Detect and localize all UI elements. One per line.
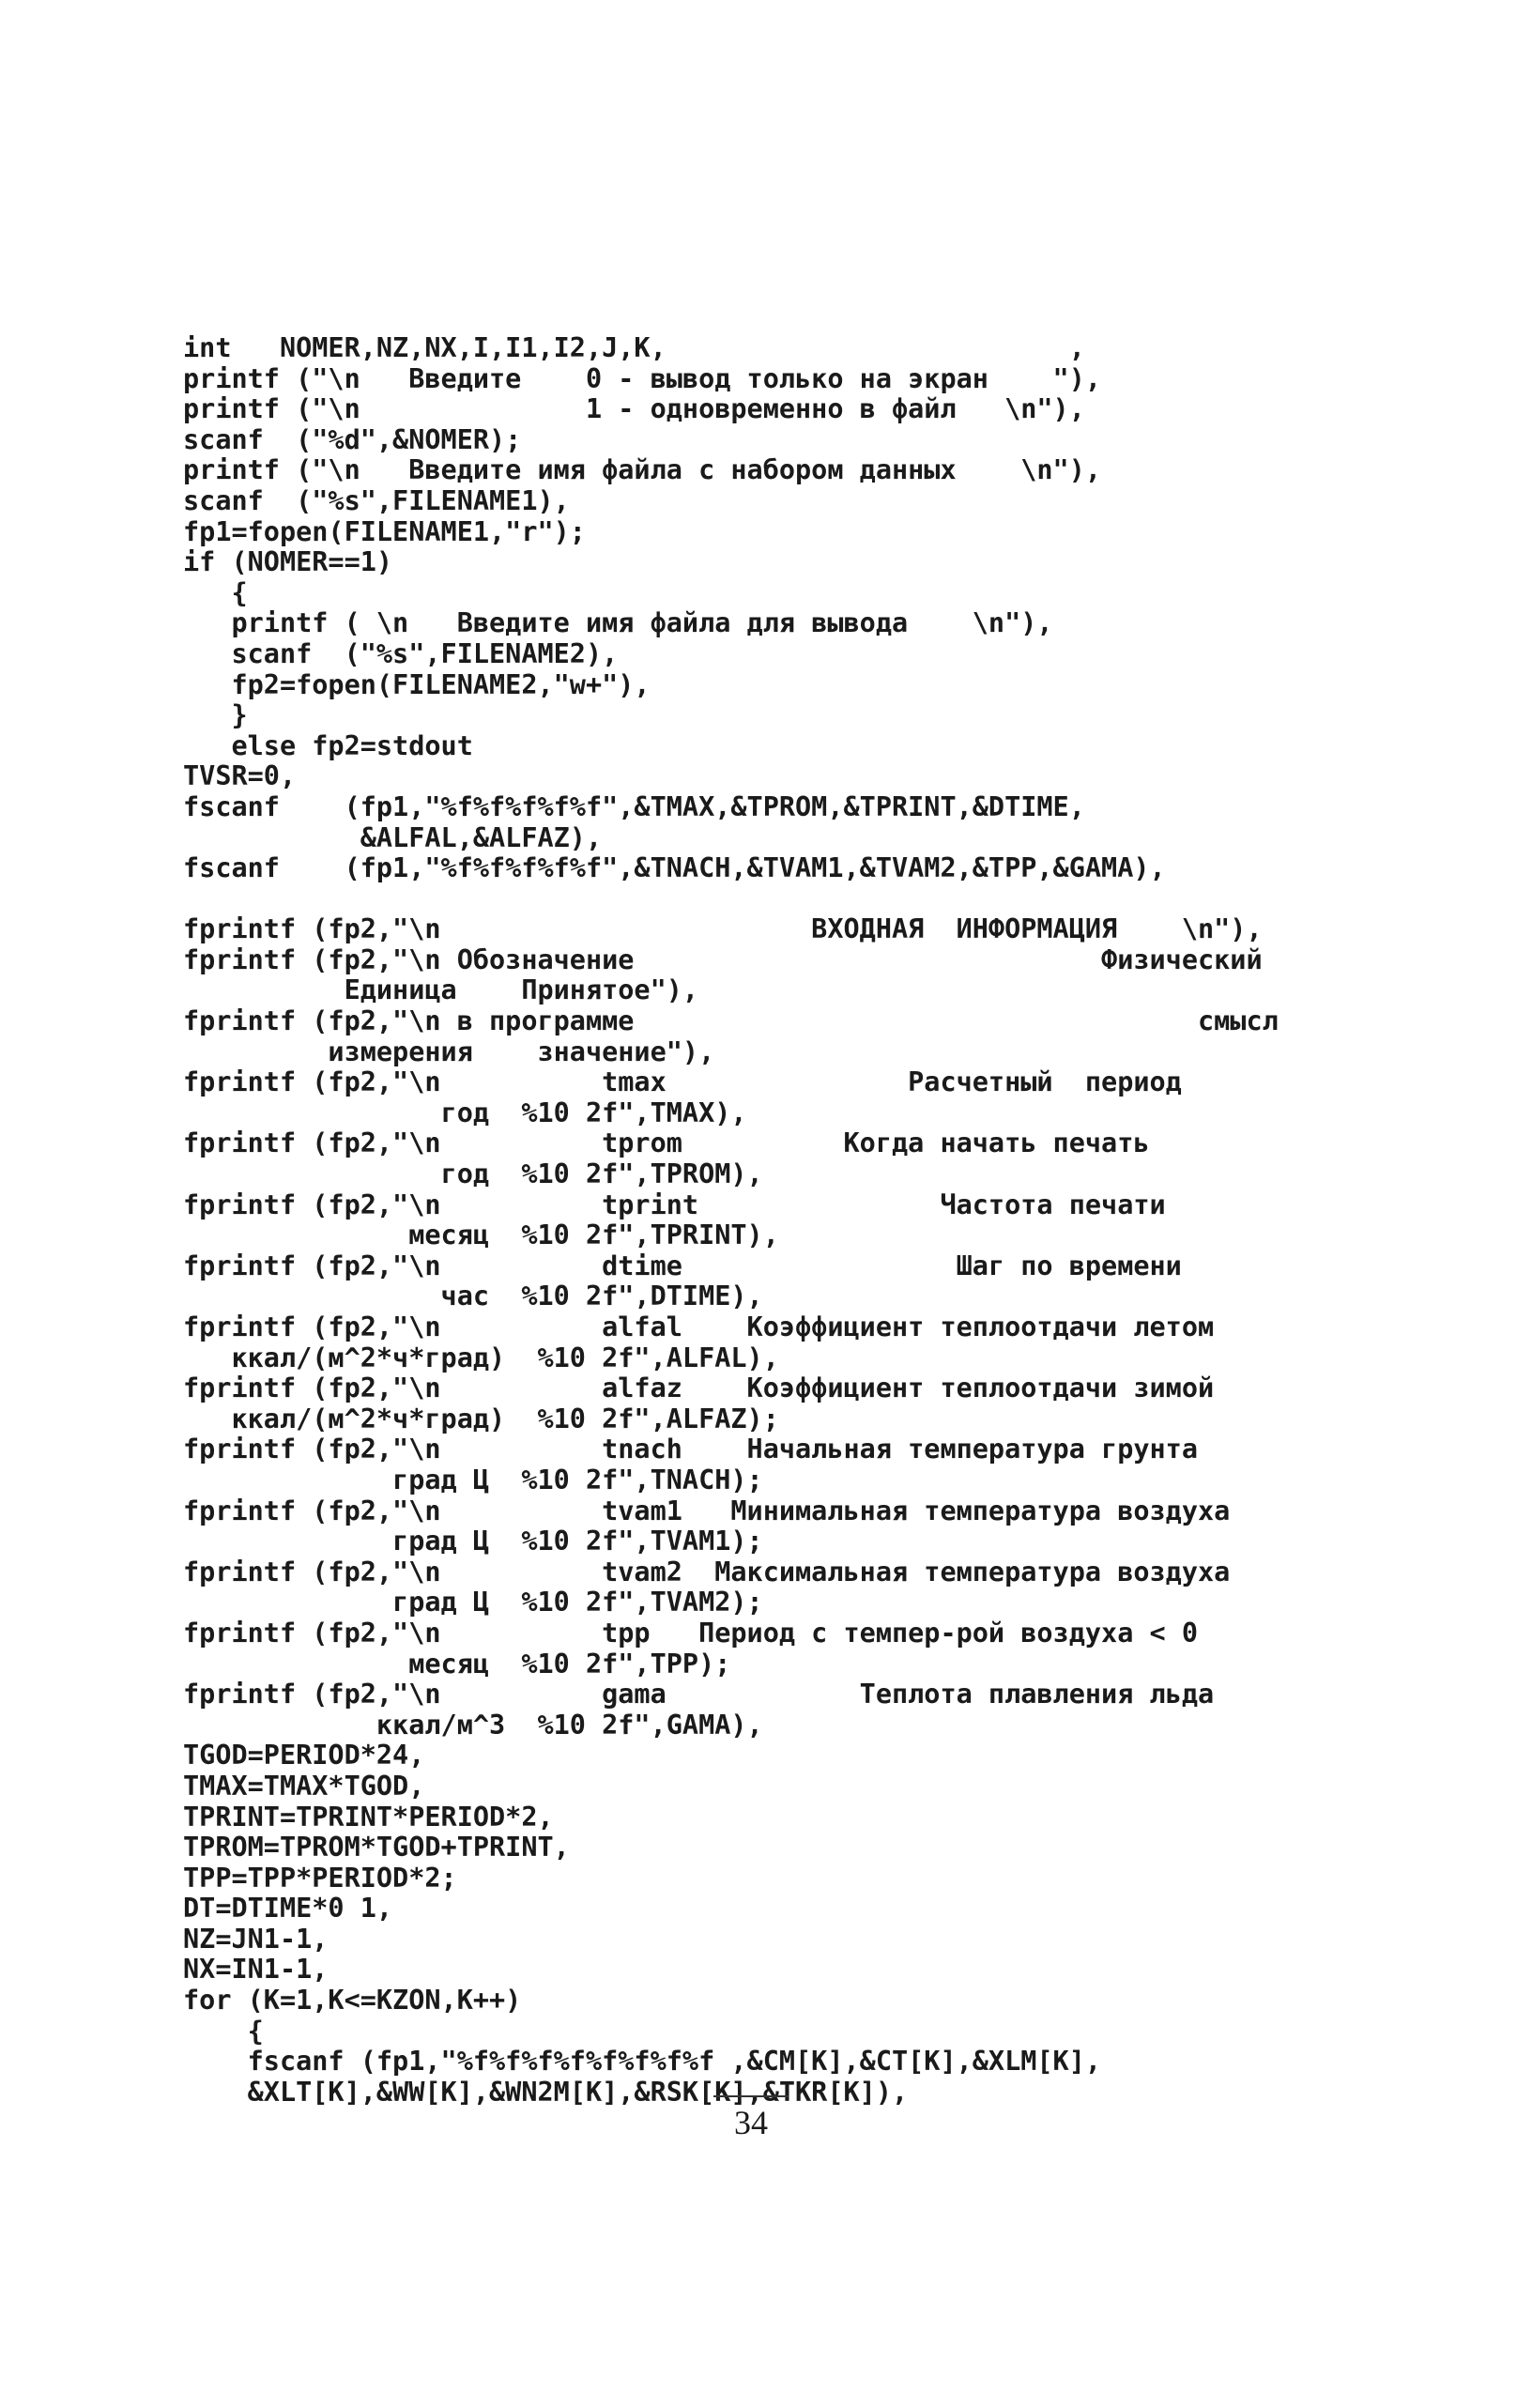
code-line: fprintf (fp2,"\n tprint Частота печати	[183, 1189, 1166, 1220]
code-line: TPROM=TPROM*TGOD+TPRINT,	[183, 1832, 570, 1864]
code-line: град Ц %10 2f",TVAM1);	[183, 1526, 763, 1557]
code-line: for (K=1,K<=KZON,K++)	[183, 1985, 522, 2017]
code-line: fscanf (fp1,"%f%f%f%f%f%f%f%f ,&CM[K],&CT[K],&XLM[K],	[183, 2046, 1102, 2078]
code-line: TPRINT=TPRINT*PERIOD*2,	[183, 1801, 554, 1833]
code-line: TMAX=TMAX*TGOD,	[183, 1770, 425, 1802]
code-line: printf ("\n 1 - одновременно в файл \n"),	[183, 393, 1085, 425]
code-line: fp1=fopen(FILENAME1,"r");	[183, 515, 586, 547]
code-line: fprintf (fp2,"\n в программе смысл	[183, 1005, 1279, 1037]
code-line: ккал/м^3 %10 2f",GAMA),	[183, 1709, 763, 1741]
code-line: fprintf (fp2,"\n tnach Начальная температура грунта	[183, 1434, 1198, 1465]
code-line: {	[183, 2015, 264, 2047]
code-line: printf ("\n Введите имя файла с набором данных \n"),	[183, 454, 1102, 486]
code-line: &ALFAL,&ALFAZ),	[183, 821, 603, 853]
code-line: TPP=TPP*PERIOD*2;	[183, 1862, 457, 1894]
code-line: град Ц %10 2f",TNACH);	[183, 1464, 763, 1495]
code-line: scanf ("%s",FILENAME2),	[183, 637, 619, 669]
code-line	[183, 884, 1338, 915]
code-line: измерения значение"),	[183, 1035, 715, 1067]
code-line: fprintf (fp2,"\n tprom Когда начать печать	[183, 1127, 1150, 1159]
page-number: 34	[713, 2095, 789, 2142]
code-line: fprintf (fp2,"\n dtime Шаг по времени	[183, 1250, 1182, 1281]
code-line: &XLT[K],&WW[K],&WN2M[K],&RSK[K],&TKR[K]),	[183, 2076, 909, 2108]
code-listing	[183, 333, 1338, 2108]
code-line: scanf ("%d",&NOMER);	[183, 423, 522, 455]
code-line: fprintf (fp2,"\n Обозначение Физический	[183, 943, 1263, 975]
code-line: ккал/(м^2*ч*град) %10 2f",ALFAL),	[183, 1342, 779, 1373]
code-line: fprintf (fp2,"\n tmax Расчетный период	[183, 1066, 1182, 1098]
code-line: год %10 2f",TPROM),	[183, 1158, 763, 1190]
code-line: int NOMER,NZ,NX,I,I1,I2,J,K, ,	[183, 332, 1085, 363]
code-line: DT=DTIME*0 1,	[183, 1893, 393, 1925]
code-line: scanf ("%s",FILENAME1),	[183, 484, 570, 516]
code-line: ккал/(м^2*ч*град) %10 2f",ALFAZ);	[183, 1403, 779, 1434]
code-line: NZ=JN1-1,	[183, 1923, 329, 1955]
code-line: год %10 2f",TMAX),	[183, 1097, 747, 1128]
code-line: fprintf (fp2,"\n gama Теплота плавления льда	[183, 1679, 1215, 1710]
code-line: fprintf (fp2,"\n tvam2 Максимальная температура воздуха	[183, 1556, 1231, 1587]
code-line: fp2=fopen(FILENAME2,"w+"),	[183, 668, 651, 700]
code-line: Единица Принятое"),	[183, 974, 699, 1006]
code-line: if (NOMER==1)	[183, 546, 393, 578]
code-line: }	[183, 699, 248, 731]
code-line: fprintf (fp2,"\n alfaz Коэффициент теплоотдачи зимой	[183, 1373, 1215, 1404]
code-line: printf ("\n Введите 0 - вывод только на экран "),	[183, 362, 1102, 394]
code-line: fprintf (fp2,"\n tpp Период с темпер-рой воздуха < 0	[183, 1617, 1198, 1649]
code-line: месяц %10 2f",TPP);	[183, 1648, 731, 1679]
code-line: fprintf (fp2,"\n ВХОДНАЯ ИНФОРМАЦИЯ \n"),	[183, 913, 1263, 945]
code-line: TGOD=PERIOD*24,	[183, 1740, 425, 1771]
code-line: printf ( \n Введите имя файла для вывода \n"),	[183, 607, 1053, 639]
code-line: месяц %10 2f",TPRINT),	[183, 1219, 779, 1251]
code-line: {	[183, 576, 248, 608]
code-line: fscanf (fp1,"%f%f%f%f%f",&TMAX,&TPROM,&TPRINT,&DTIME,	[183, 790, 1085, 822]
code-line: TVSR=0,	[183, 760, 297, 792]
code-line: fscanf (fp1,"%f%f%f%f%f",&TNACH,&TVAM1,&TVAM2,&TPP,&GAMA),	[183, 852, 1166, 884]
code-line: else fp2=stdout	[183, 729, 473, 761]
code-line: NX=IN1-1,	[183, 1954, 329, 1986]
code-line: час %10 2f",DTIME),	[183, 1281, 763, 1312]
code-line: fprintf (fp2,"\n tvam1 Минимальная температура воздуха	[183, 1495, 1231, 1526]
code-line: fprintf (fp2,"\n alfal Коэффициент теплоотдачи летом	[183, 1311, 1215, 1342]
code-line: град Ц %10 2f",TVAM2);	[183, 1587, 763, 1618]
